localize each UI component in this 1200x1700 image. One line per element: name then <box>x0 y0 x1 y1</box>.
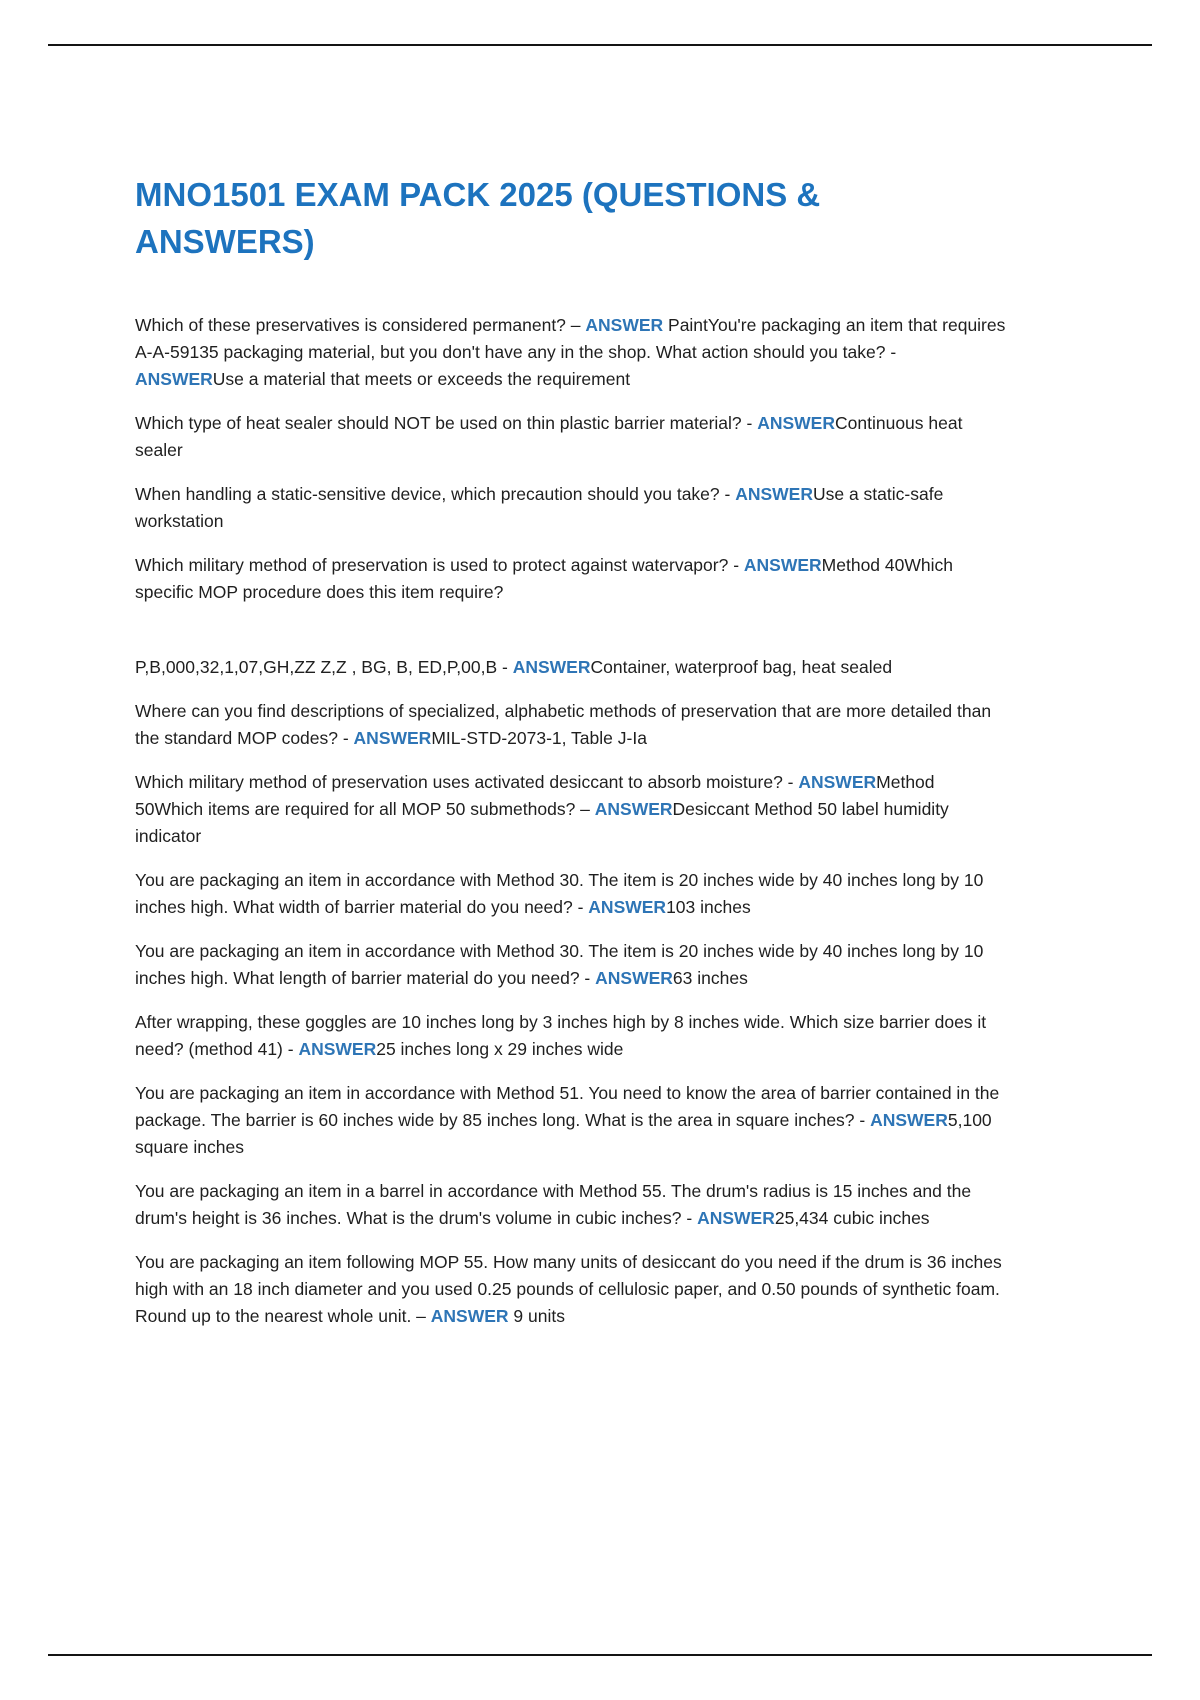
question-text: 63 inches <box>672 967 748 988</box>
question-text: Desiccant Method 50 label humidity indicator <box>135 798 949 846</box>
paragraph <box>135 867 1007 921</box>
question-text: Which type of heat sealer should NOT be used on thin plastic barrier material? - <box>135 412 758 433</box>
paragraph <box>135 1178 1007 1232</box>
question-text: PaintYou're packaging an item that requires A-A-59135 packaging material, but you don't have any in the shop. What action should you take? - <box>135 314 1006 362</box>
question-text: P,B,000,32,1,07,GH,ZZ Z,Z , BG, B, ED,P,00,B - <box>135 656 513 677</box>
question-text: You are packaging an item in accordance with Method 30. The item is 20 inches wide by 40 inches long by 10 inches high. What length of barrier material do you need? - <box>135 940 984 988</box>
question-text: You are packaging an item following MOP 55. How many units of desiccant do you need if the drum is 36 inches high with an 18 inch diameter and you used 0.25 pounds of cellulosic paper, and 0.50 pounds of synthetic foam. Round up to the nearest whole unit. – <box>135 1251 1002 1326</box>
question-text: 25 inches long x 29 inches wide <box>376 1038 624 1059</box>
question-text: You are packaging an item in accordance with Method 30. The item is 20 inches wide by 40 inches long by 10 inches high. What width of barrier material do you need? - <box>135 869 984 917</box>
question-text: Which military method of preservation uses activated desiccant to absorb moisture? - <box>135 771 799 792</box>
answer-label: ANSWER <box>594 798 673 819</box>
answer-label: ANSWER <box>430 1305 509 1326</box>
answer-label: ANSWER <box>870 1109 948 1130</box>
page-bottom-border <box>48 1654 1152 1656</box>
question-text: 103 inches <box>666 896 751 917</box>
question-text: When handling a static-sensitive device, which precaution should you take? - <box>135 483 736 504</box>
answer-label: ANSWER <box>697 1207 775 1228</box>
question-text: You are packaging an item in a barrel in accordance with Method 55. The drum's radius is 15 inches and the drum's height is 36 inches. What is the drum's volume in cubic inches? - <box>135 1180 972 1228</box>
answer-label: ANSWER <box>135 368 213 389</box>
document-content <box>135 172 1007 1347</box>
question-text: Method 50Which items are required for all MOP 50 submethods? – <box>135 771 935 819</box>
question-text: Container, waterproof bag, heat sealed <box>590 656 893 677</box>
question-text: Which of these preservatives is considered permanent? – <box>135 314 586 335</box>
paragraph <box>135 938 1007 992</box>
paragraph <box>135 769 1007 850</box>
answer-label: ANSWER <box>298 1038 377 1059</box>
page-top-border <box>48 44 1152 46</box>
paragraph <box>135 1009 1007 1063</box>
question-text: 9 units <box>508 1305 565 1326</box>
paragraph <box>135 481 1007 535</box>
answer-label: ANSWER <box>512 656 591 677</box>
answer-label: ANSWER <box>743 554 822 575</box>
answer-label: ANSWER <box>735 483 813 504</box>
question-text: Use a static-safe workstation <box>135 483 944 531</box>
question-text: 25,434 cubic inches <box>774 1207 930 1228</box>
paragraph <box>135 410 1007 464</box>
paragraph <box>135 654 1007 681</box>
question-text: Which military method of preservation is used to protect against watervapor? - <box>135 554 744 575</box>
answer-label: ANSWER <box>588 896 667 917</box>
paragraph <box>135 312 1007 393</box>
paragraph <box>135 698 1007 752</box>
question-text: Use a material that meets or exceeds the requirement <box>212 368 631 389</box>
question-text: You are packaging an item in accordance with Method 51. You need to know the area of barrier contained in the package. The barrier is 60 inches wide by 85 inches long. What is the area in square inches? - <box>135 1082 1000 1130</box>
question-text: Method 40Which specific MOP procedure does this item require? <box>135 554 953 602</box>
question-text: 5,100 square inches <box>135 1109 992 1157</box>
question-text: After wrapping, these goggles are 10 inches long by 3 inches high by 8 inches wide. Which size barrier does it need? (method 41) - <box>135 1011 987 1059</box>
page-title: MNO1501 EXAM PACK 2025 (QUESTIONS & ANSWERS) <box>135 176 821 260</box>
document-body <box>135 312 1007 1330</box>
answer-label: ANSWER <box>595 967 673 988</box>
answer-label: ANSWER <box>798 771 877 792</box>
paragraph <box>135 552 1007 606</box>
question-text: Continuous heat sealer <box>135 412 963 460</box>
answer-label: ANSWER <box>757 412 835 433</box>
question-text: MIL-STD-2073-1, Table J-Ia <box>431 727 647 748</box>
paragraph <box>135 1080 1007 1161</box>
paragraph <box>135 1249 1007 1330</box>
answer-label: ANSWER <box>353 727 432 748</box>
question-text: Where can you find descriptions of specialized, alphabetic methods of preservation that are more detailed than the standard MOP codes? - <box>135 700 992 748</box>
answer-label: ANSWER <box>585 314 664 335</box>
